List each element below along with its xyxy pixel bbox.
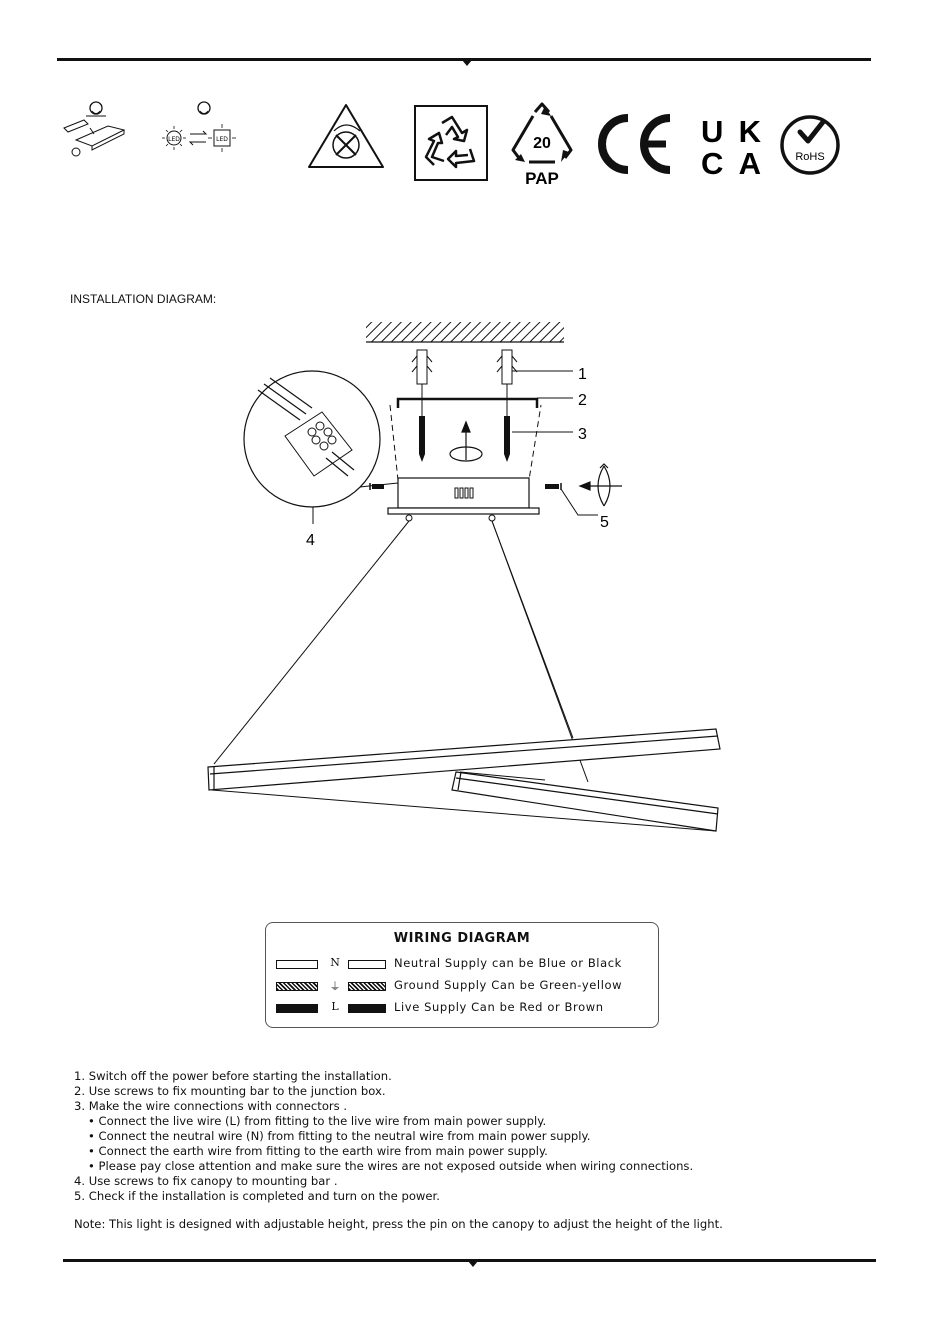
screw-right [504,416,510,462]
ground-symbol-icon: ⏚ [329,980,341,993]
screwdriver-rotate-icon [580,464,622,506]
wiring-row-live [276,1000,656,1016]
wall-anchor-right [497,350,517,384]
led-label-right: LED [216,136,228,143]
screw-left [419,416,425,462]
ground-wire-lead [276,982,318,991]
live-description: Live Supply Can be Red or Brown [394,1000,604,1014]
wiring-diagram-box [265,922,659,1028]
step-3-bullet-earth: • Connect the earth wire from fitting to the earth wire from main power supply. [88,1144,548,1158]
rohs-text: RoHS [795,151,825,163]
installation-steps [74,1069,693,1204]
height-adjust-note: Note: This light is designed with adjustable height, press the pin on the canopy to adjust the height of the light. [74,1217,723,1231]
live-symbol: L [331,1000,339,1013]
side-screw-right [545,483,561,490]
side-screw-left [370,483,384,490]
step-1: 1. Switch off the power before starting the installation. [74,1069,392,1083]
callout-3: 3 [578,426,587,443]
pap-number: 20 [533,135,551,152]
step-3: 3. Make the wire connections with connectors . [74,1099,348,1113]
ground-description: Ground Supply Can be Green-yellow [394,978,623,992]
step-3-bullet-neutral: • Connect the neutral wire (N) from fitting to the neutral wire from main power supply. [88,1129,591,1143]
wiring-row-neutral [276,956,656,972]
ukca-bottom-text: CA [701,146,761,176]
neutral-symbol: N [330,956,340,969]
ground-supply-lead [348,982,386,991]
rotate-arrow-icon [450,422,482,461]
wall-anchor-left [412,350,432,384]
step-3-bullet-caution: • Please pay close attention and make sure the wires are not exposed outside when wiring connections. [88,1159,694,1173]
neutral-supply-lead [348,960,386,969]
callout-4: 4 [306,532,315,549]
pap-label: PAP [525,169,559,188]
callout-1: 1 [578,366,587,383]
wiring-row-ground [276,978,656,994]
live-wire-lead [276,1004,318,1013]
step-4: 4. Use screws to fix canopy to mounting bar . [74,1174,338,1188]
step-3-bullet-live: • Connect the live wire (L) from fitting to the live wire from main power supply. [88,1114,547,1128]
step-2: 2. Use screws to fix mounting bar to the junction box. [74,1084,386,1098]
neutral-description: Neutral Supply can be Blue or Black [394,956,622,970]
neutral-wire-lead [276,960,318,969]
callout-5: 5 [600,514,609,531]
installation-diagram-title: INSTALLATION DIAGRAM: [70,292,217,306]
wiring-diagram-title: WIRING DIAGRAM [393,931,531,946]
bottom-divider-notch [468,1261,478,1267]
step-5: 5. Check if the installation is completed and turn on the power. [74,1189,440,1203]
light-bar-short [452,772,718,831]
callout-2: 2 [578,392,587,409]
mounting-bar [398,399,537,408]
ceiling-hatch [366,322,564,342]
ukca-top-text: UK [701,114,761,149]
led-label-left: LED [168,136,180,143]
suspension-cables [214,515,588,782]
live-supply-lead [348,1004,386,1013]
